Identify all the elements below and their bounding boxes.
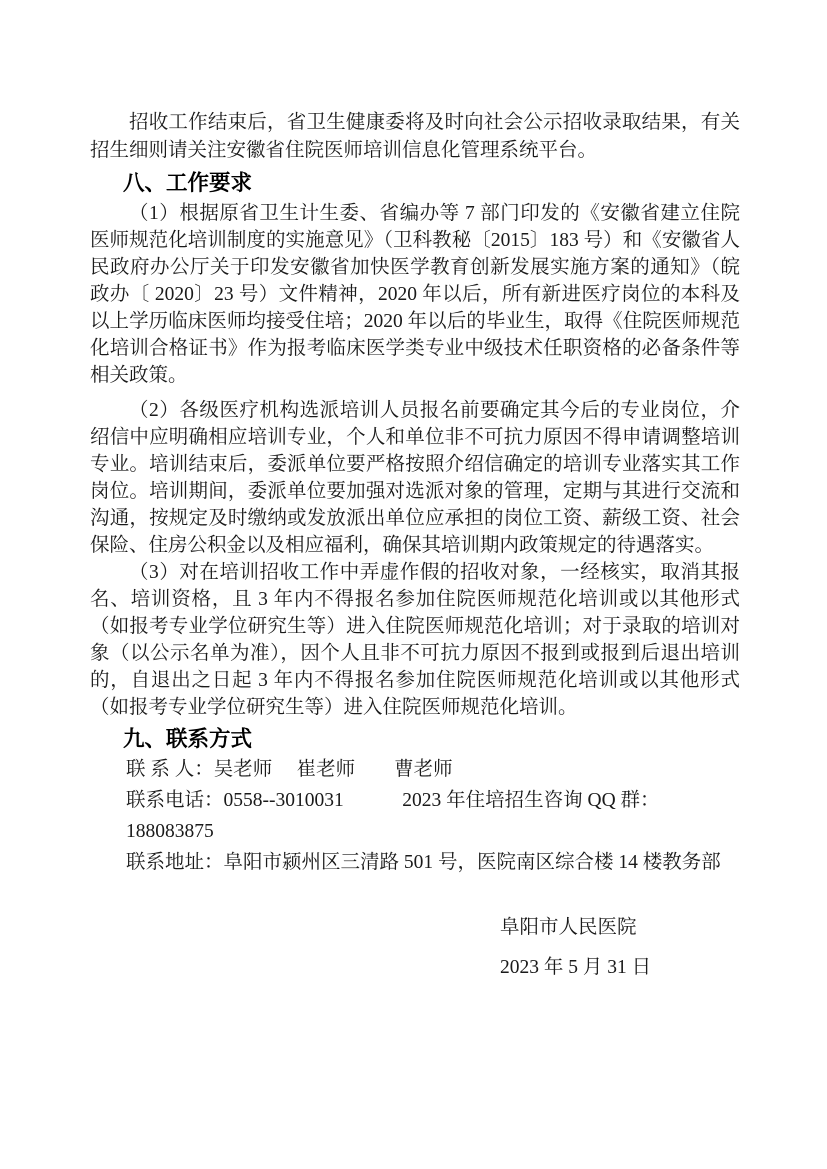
contact-address-line: 联系地址：阜阳市颍州区三清路 501 号，医院南区综合楼 14 楼教务部: [126, 852, 721, 873]
document-body: [90, 109, 740, 988]
work-requirement-paragraph-1: （1）根据原省卫生计生委、省编办等 7 部门印发的《安徽省建立住院医师规范化培训制度的实施意见》（卫科教秘〔2015〕183 号）和《安徽省人民政府办公厅关于印发安徽省加快医学教育创新发展实施方案的通知》（皖政办〔 2020〕23 号）文件精神，2020 年以后，所有新进医疗岗位的本科及以上学历临床医师均接受住培；2020 年以后的毕业生，取得《住院医师规范化培训合格证书》作为报考临床医学类专业中级技术任职资格的必备条件等相关政策。: [90, 203, 740, 386]
work-requirement-paragraph-3: （3）对在培训招收工作中弄虚作假的招收对象，一经核实，取消其报名、培训资格，且 3 年内不得报名参加住院医师规范化培训或以其他形式（如报考专业学位研究生等）进入住院医师规范化培训；对于录取的培训对象（以公示名单为准），因个人且非不可抗力原因不报到或报到后退出培训的，自退出之日起 3 年内不得报名参加住院医师规范化培训或以其他形式（如报考专业学位研究生等）进入住院医师规范化培训。: [90, 562, 740, 718]
signature-block: [90, 908, 740, 988]
contact-block: [90, 754, 740, 878]
work-requirement-paragraph-2: （2）各级医疗机构选派培训人员报名前要确定其今后的专业岗位，介绍信中应明确相应培训专业，个人和单位非不可抗力原因不得申请调整培训专业。培训结束后，委派单位要严格按照介绍信确定的培训专业落实其工作岗位。培训期间，委派单位要加强对选派对象的管理，定期与其进行交流和沟通，按规定及时缴纳或发放派出单位应承担的岗位工资、薪级工资、社会保险、住房公积金以及相应福利，确保其培训期内政策规定的待遇落实。: [90, 400, 740, 556]
signature-date: 2023 年 5 月 31 日: [500, 957, 652, 978]
signature-organization: 阜阳市人民医院: [500, 917, 637, 938]
contact-person-line: 联 系 人：吴老师 崔老师 曹老师: [126, 759, 453, 780]
section-heading-contact: 九、联系方式: [123, 727, 253, 751]
intro-paragraph: 招收工作结束后，省卫生健康委将及时向社会公示招收录取结果，有关招生细则请关注安徽省住院医师培训信息化管理系统平台。: [90, 112, 740, 161]
section-heading-work-requirements: 八、工作要求: [123, 171, 253, 195]
contact-phone-line: 联系电话：0558--3010031 2023 年住培招生咨询 QQ 群：188083875: [126, 790, 660, 842]
